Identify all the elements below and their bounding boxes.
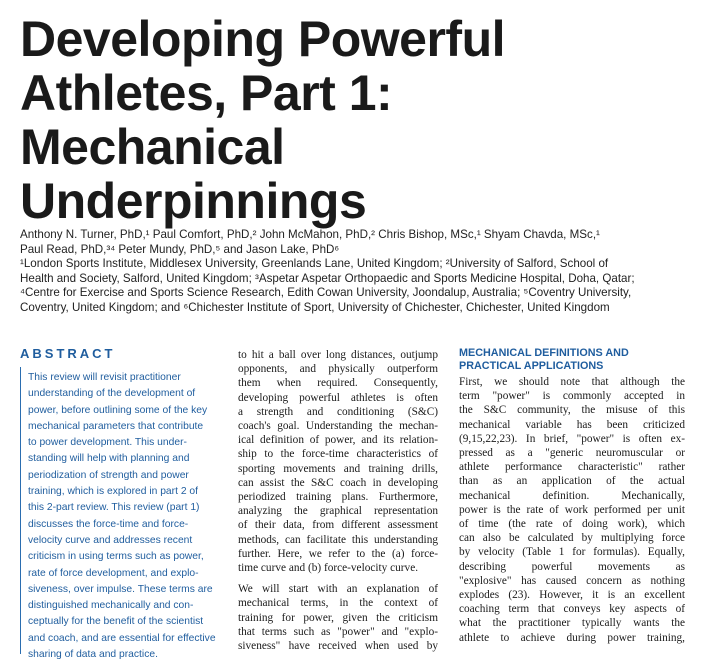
body-column-3 — [459, 375, 685, 645]
section-heading-line: PRACTICAL APPLICATIONS — [459, 360, 604, 372]
abstract-line: training, which is explored in part 2 of — [28, 486, 198, 498]
body-line: opponents, and physically outperform — [238, 363, 438, 376]
body-line: can assist the S&C coach in developing — [238, 476, 438, 489]
body-line: by velocity (Table 1 for formulas). Equally, — [459, 546, 685, 559]
title-line: Developing Powerful — [20, 11, 506, 67]
affiliation-line: ¹London Sports Institute, Middlesex University, Greenlands Lane, United Kingdom; ²University of Salford, School of — [20, 257, 609, 270]
title-line: Athletes, Part 1: — [20, 65, 393, 121]
abstract-line: and coach, and are essential for effective — [28, 632, 216, 644]
abstract-line: velocity curve and addresses recent — [28, 534, 193, 546]
abstract-line: understanding of the development of — [28, 388, 196, 400]
author-affiliations — [20, 228, 720, 315]
body-line: (9,15,22,23). In brief, "power" is often ex- — [459, 432, 685, 445]
body-line: further. Here, we refer to the (a) force- — [238, 547, 438, 560]
body-line: to hit a ball over long distances, outjump — [238, 349, 438, 361]
abstract-line: rate of force development, and explo- — [28, 567, 199, 579]
body-line: periodized training plans. Furthermore, — [238, 491, 438, 504]
body-line: of their data, from different assessment — [238, 519, 438, 532]
body-line: athlete performance characteristic" rather — [459, 461, 685, 474]
body-line: explodes (23). However, it is an excellent — [459, 589, 685, 602]
abstract-line: periodization of strength and power — [28, 469, 189, 481]
author-line: Anthony N. Turner, PhD,¹ Paul Comfort, PhD,² John McMahon, PhD,² Chris Bishop, MSc,¹ Shyam Chavda, MSc,¹ — [20, 228, 600, 241]
body-line: methods, can facilitate this understanding — [238, 533, 438, 546]
abstract-line: ceptually for the benefit of the scientist — [28, 616, 204, 628]
body-line: analyzing the graphical representation — [238, 505, 438, 518]
abstract-heading: ABSTRACT — [20, 346, 116, 361]
body-line: mechanical definition. Mechanically, — [459, 489, 685, 502]
body-line: coaching term that conveys key aspects of — [459, 603, 685, 616]
body-line: developing powerful athletes is often — [238, 391, 438, 404]
abstract-line: to power development. This under- — [28, 437, 187, 449]
body-line: "explosive" has caused concern as nothing — [459, 574, 685, 587]
body-line: pressed as a "generic neuromuscular or — [459, 447, 685, 460]
body-line: power is the rate of work performed per unit — [459, 503, 685, 516]
title-line: Mechanical — [20, 119, 285, 175]
title-line: Underpinnings — [20, 173, 367, 229]
body-column-2 — [238, 348, 438, 653]
article-title — [20, 12, 720, 228]
abstract-line: this 2-part review. This review (part 1) — [28, 502, 200, 514]
section-heading — [459, 347, 699, 373]
body-line: a strength and conditioning (S&C) — [238, 405, 438, 418]
body-line: can also be calculated by multiplying force — [459, 532, 685, 545]
body-line: siveness" have received when used by — [238, 640, 438, 653]
body-line: them when required. Consequently, — [238, 377, 438, 390]
paragraph-gap — [238, 575, 438, 582]
abstract-body — [28, 370, 224, 663]
author-line: Paul Read, PhD,³⁴ Peter Mundy, PhD,⁵ and Jason Lake, PhD⁶ — [20, 242, 340, 256]
body-line: ship to the force-time characteristics of — [238, 448, 438, 461]
body-line: mechanical variable has been criticized — [459, 418, 685, 431]
affiliation-line: Health and Society, Salford, United Kingdom; ³Aspetar Aspetar Orthopaedic and Sports Medicine Hospital, Doha, Qatar; — [20, 271, 635, 285]
abstract-line: sharing of data and practice. — [28, 649, 158, 661]
body-line: We will start with an explanation of — [238, 583, 438, 596]
body-line: term "power" is commonly accepted in — [459, 390, 685, 403]
body-line: that terms such as "power" and "explo- — [238, 625, 438, 638]
body-line: describing powerful movements as — [459, 560, 685, 573]
body-line: what the practitioner typically wants the — [459, 617, 685, 630]
body-line: the S&C community, the misuse of this — [459, 404, 685, 417]
abstract-line: distinguished mechanically and con- — [28, 600, 194, 612]
body-line: sporting movements and training drills, — [238, 462, 438, 475]
section-heading-line: MECHANICAL DEFINITIONS AND — [459, 347, 629, 359]
affiliation-line: ⁴Centre for Exercise and Sports Science Research, Edith Cowan University, Joondalup, Australia; ⁵Coventry University, — [20, 286, 632, 299]
body-line: ical definition of power, and its relation- — [238, 434, 438, 447]
abstract-line: standing will help with planning and — [28, 453, 190, 465]
body-line: coach's goal. Understanding the mechan- — [238, 420, 438, 433]
abstract-line: mechanical parameters that contribute — [28, 420, 204, 432]
affiliation-line: Coventry, United Kingdom; and ⁶Chichester Institute of Sport, University of Chichester, Chichester, United Kingdom — [20, 300, 610, 314]
abstract-line: This review will revisit practitioner — [28, 372, 181, 383]
body-line: First, we should note that although the — [459, 376, 685, 388]
body-line: mechanical terms, in the context of — [238, 597, 438, 610]
body-line: athlete to achieve during power training, — [459, 631, 685, 644]
body-line: than as an application of the actual — [459, 475, 685, 488]
body-line: training for power, given the criticism — [238, 611, 438, 624]
abstract-line: siveness, over impulse. These terms are — [28, 583, 213, 595]
abstract-line: discusses the force-time and force- — [28, 518, 189, 530]
abstract-line: power, before outlining some of the key — [28, 404, 208, 416]
abstract-line: criticism in using terms such as power, — [28, 551, 204, 563]
body-line: time curve and (b) force-velocity curve. — [238, 562, 419, 575]
body-line: of time (the rate of doing work), which — [459, 518, 685, 531]
